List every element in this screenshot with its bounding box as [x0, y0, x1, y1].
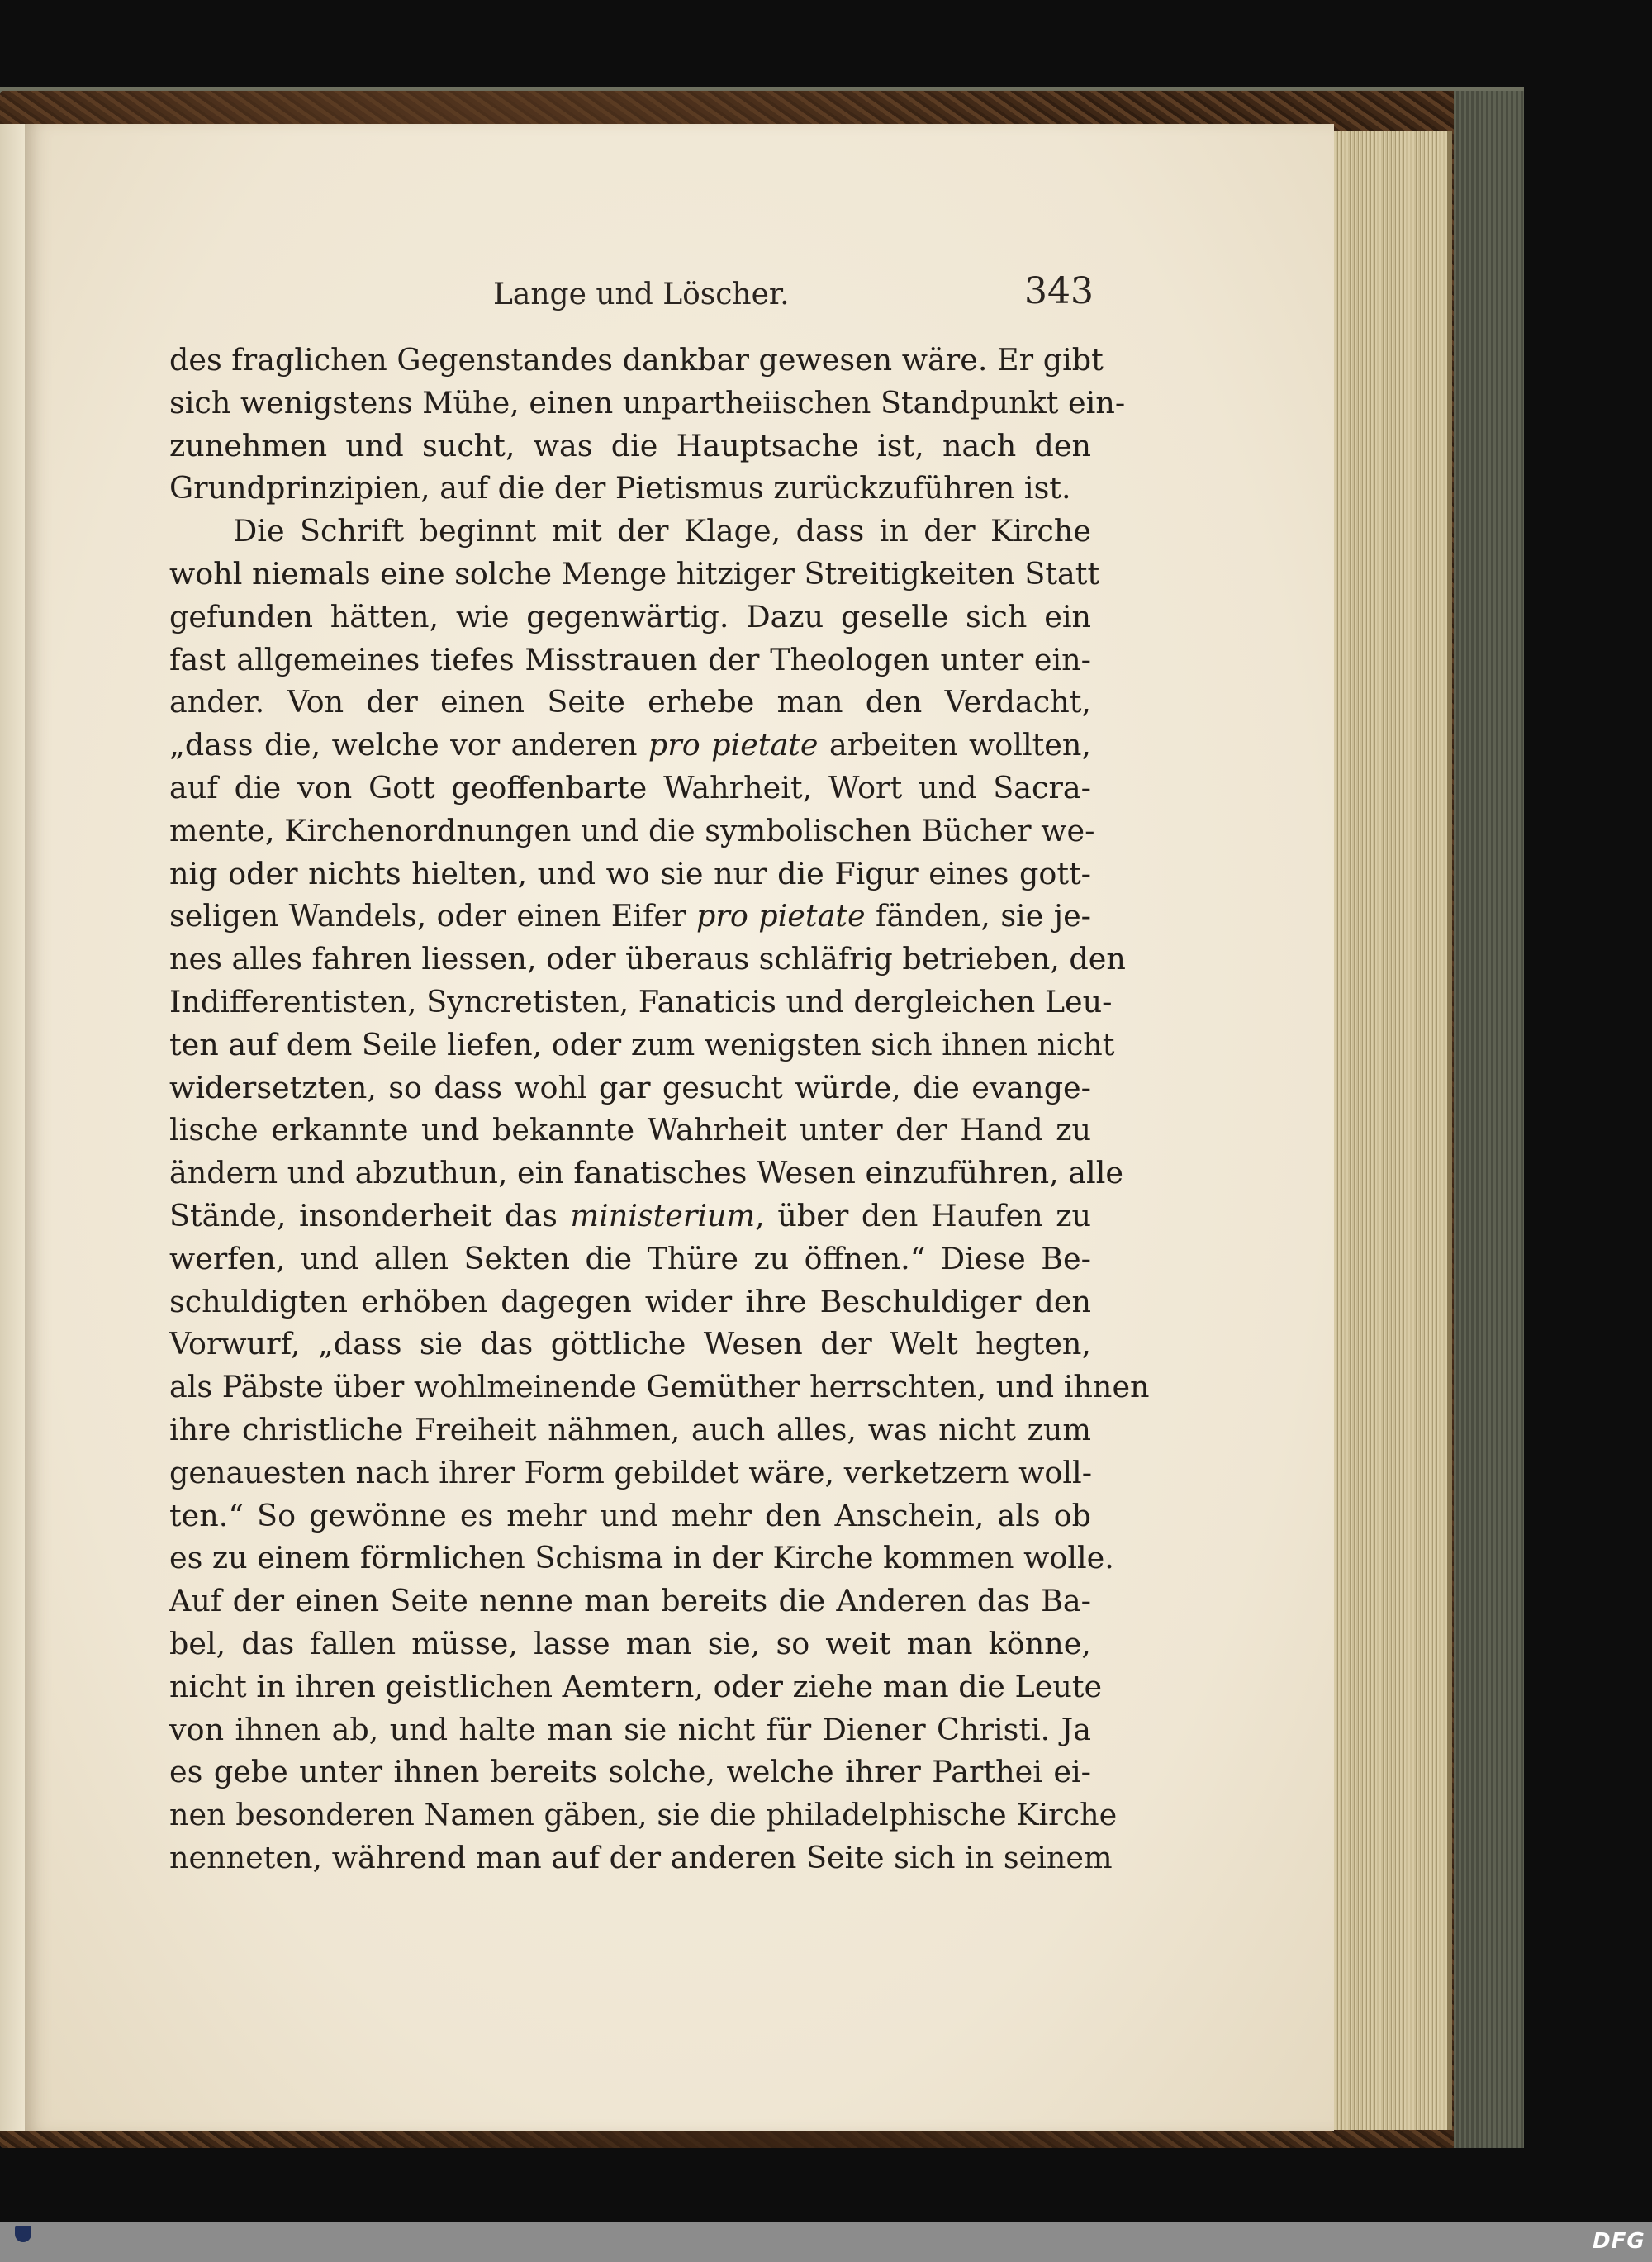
dfg-logo[interactable]: DFG: [1593, 2229, 1645, 2254]
page-block-edges: [1323, 131, 1452, 2130]
text-line: bel, das fallen müsse, lasse man sie, so weit man könne,: [169, 1625, 1091, 1661]
text-line: genauesten nach ihrer Form gebildet wäre, verketzern woll-: [169, 1454, 1093, 1490]
text-line: wohl niemals eine solche Menge hitziger Streitigkeiten Statt: [169, 555, 1100, 592]
text-line: ten.“ So gewönne es mehr und mehr den Anschein, als ob: [169, 1497, 1091, 1533]
text-line: Stände, insonderheit das ministerium, über den Haufen zu: [169, 1197, 1091, 1233]
text-line: Vorwurf, „dass sie das göttliche Wesen der Welt hegten,: [169, 1326, 1091, 1362]
text-line: mente, Kirchenordnungen und die symbolischen Bücher we-: [169, 812, 1095, 848]
text-line: fast allgemeines tiefes Misstrauen der Theologen unter ein-: [169, 641, 1091, 677]
text-line: lische erkannte und bekannte Wahrheit unter der Hand zu: [169, 1112, 1091, 1148]
text-line: ihre christliche Freiheit nähmen, auch alles, was nicht zum: [169, 1411, 1091, 1447]
text-line: schuldigten erhöben dagegen wider ihre Beschuldiger den: [169, 1283, 1091, 1319]
text-line: nicht in ihren geistlichen Aemtern, oder ziehe man die Leute: [169, 1668, 1103, 1704]
viewer-footer-bar: [0, 2222, 1652, 2262]
text-line: nes alles fahren liessen, oder überaus schläfrig betrieben, den: [169, 941, 1126, 977]
running-head: [0, 266, 1652, 316]
text-line: es zu einem förmlichen Schisma in der Kirche kommen wolle.: [169, 1540, 1114, 1576]
text-line: von ihnen ab, und halte man sie nicht für Diener Christi. Ja: [169, 1711, 1091, 1747]
text-line: sich wenigstens Mühe, einen unpartheiischen Standpunkt ein-: [169, 384, 1126, 421]
text-line: Grundprinzipien, auf die der Pietismus zurückzuführen ist.: [169, 470, 1071, 506]
text-line: als Päbste über wohlmeinende Gemüther herrschten, und ihnen: [169, 1369, 1150, 1405]
text-line: nen besonderen Namen gäben, sie die philadelphische Kirche: [169, 1797, 1118, 1833]
text-line: Auf der einen Seite nenne man bereits die Anderen das Ba-: [169, 1583, 1091, 1619]
text-line: „dass die, welche vor anderen pro pietate arbeiten wollten,: [169, 727, 1091, 763]
text-line: gefunden hätten, wie gegenwärtig. Dazu geselle sich ein: [169, 598, 1091, 634]
text-line: nenneten, während man auf der anderen Seite sich in seinem: [169, 1839, 1113, 1875]
running-title: Lange und Löscher.: [493, 278, 790, 311]
text-line: Indifferentisten, Syncretisten, Fanaticis und dergleichen Leu-: [169, 983, 1113, 1019]
page-number: 343: [1024, 270, 1094, 312]
text-line: seligen Wandels, oder einen Eifer pro pietate fänden, sie je-: [169, 898, 1092, 934]
text-line: ten auf dem Seile liefen, oder zum wenigsten sich ihnen nicht: [169, 1026, 1115, 1062]
text-line: nig oder nichts hielten, und wo sie nur die Figur eines gott-: [169, 855, 1091, 891]
library-logo-icon[interactable]: [7, 2226, 40, 2259]
text-line: ändern und abzuthun, ein fanatisches Wesen einzuführen, alle: [169, 1155, 1124, 1191]
text-line: des fraglichen Gegenstandes dankbar gewesen wäre. Er gibt: [169, 342, 1104, 378]
text-line: zunehmen und sucht, was die Hauptsache ist, nach den: [169, 427, 1091, 463]
text-line: auf die von Gott geoffenbarte Wahrheit, Wort und Sacra-: [169, 769, 1091, 805]
text-line: widersetzten, so dass wohl gar gesucht würde, die evange-: [169, 1069, 1091, 1105]
facing-page-edge: [0, 124, 28, 2131]
body-text: [169, 339, 1150, 1879]
text-line: ander. Von der einen Seite erhebe man den Verdacht,: [169, 684, 1091, 720]
text-line: Die Schrift beginnt mit der Klage, dass in der Kirche: [233, 513, 1091, 549]
text-line: werfen, und allen Sekten die Thüre zu öffnen.“ Diese Be-: [169, 1240, 1091, 1276]
text-line: es gebe unter ihnen bereits solche, welche ihrer Parthei ei-: [169, 1754, 1091, 1790]
book-spine-cloth: [1454, 91, 1524, 2148]
